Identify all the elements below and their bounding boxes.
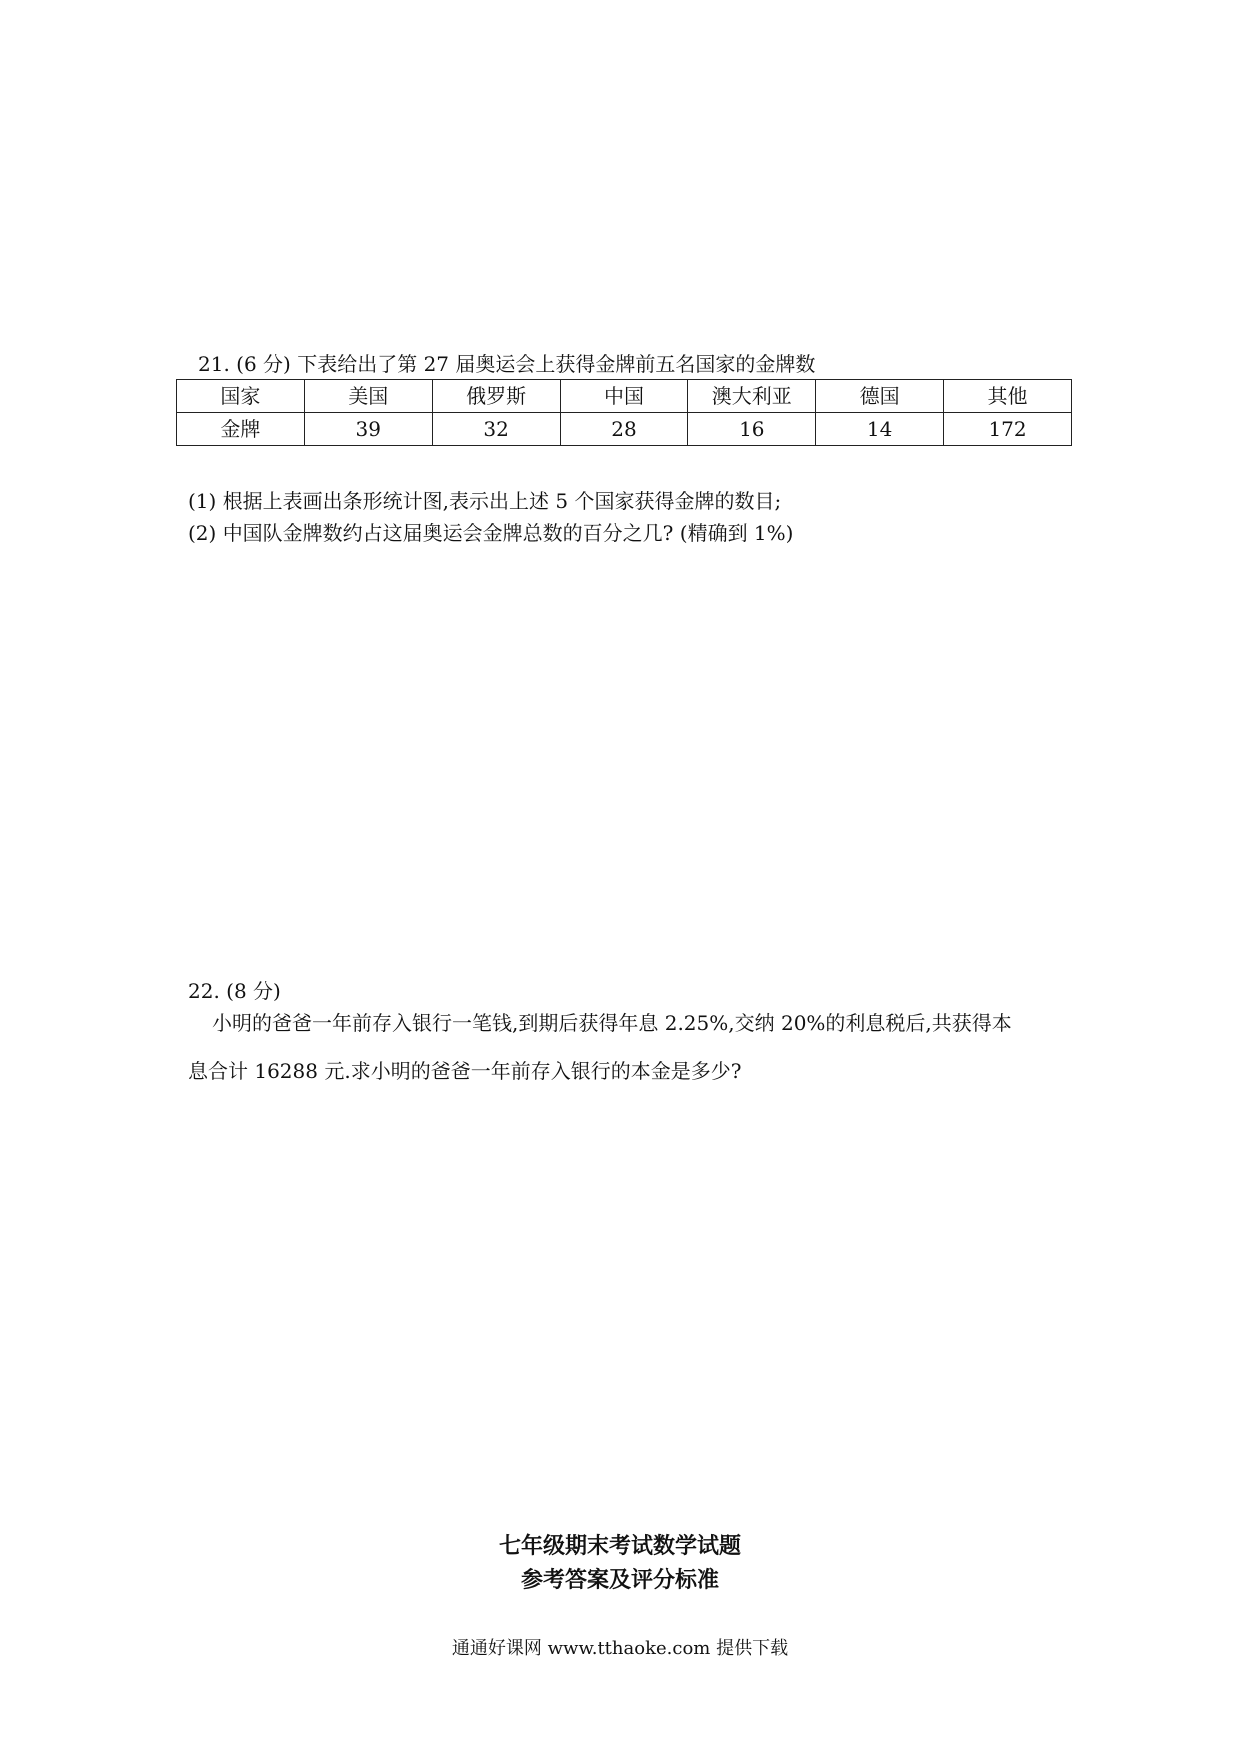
q21-heading: 21. (6 分) 下表给出了第 27 届奥运会上获得金牌前五名国家的金牌数	[198, 352, 816, 376]
q22-line1: 小明的爸爸一年前存入银行一笔钱,到期后获得年息 2.25%,交纳 20%的利息税后,共获得本	[212, 1011, 1012, 1035]
table-cell: 美国	[304, 380, 432, 413]
table-cell: 16	[688, 413, 816, 446]
q22-line2: 息合计 16288 元.求小明的爸爸一年前存入银行的本金是多少?	[188, 1059, 742, 1083]
table-cell: 32	[432, 413, 560, 446]
table-cell: 澳大利亚	[688, 380, 816, 413]
footer-text: 通通好课网 www.tthaoke.com 提供下载	[451, 1638, 789, 1659]
table-cell: 俄罗斯	[432, 380, 560, 413]
table-cell: 28	[560, 413, 688, 446]
q21-part1: (1) 根据上表画出条形统计图,表示出上述 5 个国家获得金牌的数目;	[188, 489, 782, 513]
q22-heading: 22. (8 分)	[188, 979, 281, 1003]
table-cell: 国家	[177, 380, 305, 413]
table-cell: 39	[304, 413, 432, 446]
table-cell: 金牌	[177, 413, 305, 446]
table-row	[177, 413, 1072, 446]
table-cell: 中国	[560, 380, 688, 413]
table-cell: 德国	[816, 380, 944, 413]
table-cell: 172	[944, 413, 1072, 446]
gold-medal-table	[176, 379, 1072, 446]
table-cell: 14	[816, 413, 944, 446]
answer-subtitle: 参考答案及评分标准	[520, 1567, 719, 1593]
table-cell: 其他	[944, 380, 1072, 413]
answer-title: 七年级期末考试数学试题	[498, 1533, 741, 1559]
q21-part2: (2) 中国队金牌数约占这届奥运会金牌总数的百分之几? (精确到 1%)	[188, 521, 794, 545]
table-row	[177, 380, 1072, 413]
